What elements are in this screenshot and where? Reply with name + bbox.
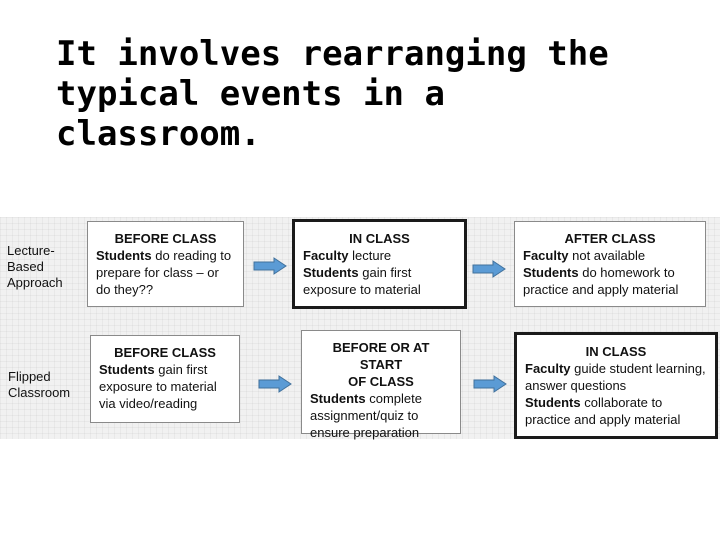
box-line: Faculty guide student learning, bbox=[525, 361, 706, 376]
box-heading: BEFORE CLASS bbox=[114, 345, 216, 360]
box-heading: BEFORE CLASS bbox=[114, 231, 217, 246]
box-heading: OF CLASS bbox=[348, 374, 414, 389]
box-line: Students do reading to bbox=[96, 248, 232, 263]
box-heading: IN CLASS bbox=[349, 231, 410, 246]
title-line: It involves rearranging the bbox=[56, 34, 609, 74]
box-lecture-after-class bbox=[514, 221, 706, 307]
box-flipped-before-or-at-start bbox=[301, 330, 461, 440]
box-line: ensure preparation bbox=[310, 425, 420, 440]
box-line: Faculty not available bbox=[523, 248, 646, 263]
arrow-right-icon bbox=[472, 260, 506, 278]
box-line: assignment/quiz to bbox=[310, 408, 419, 423]
row-label-line: Lecture- bbox=[7, 243, 55, 258]
box-line: Students complete bbox=[310, 391, 422, 406]
box-flipped-before-class bbox=[90, 335, 240, 423]
arrow-right-icon bbox=[258, 375, 292, 393]
box-line: prepare for class – or bbox=[96, 265, 219, 280]
box-line: do they?? bbox=[96, 282, 154, 297]
arrow-right-icon bbox=[253, 257, 287, 275]
box-line: exposure to material bbox=[303, 282, 421, 297]
row-label-line: Approach bbox=[7, 275, 63, 290]
box-lecture-before-class bbox=[87, 221, 244, 307]
title-line: classroom. bbox=[56, 114, 261, 154]
box-flipped-in-class bbox=[514, 332, 718, 439]
box-line: practice and apply material bbox=[523, 282, 679, 297]
flipped-classroom-diagram bbox=[0, 217, 720, 439]
row-label-lecture-based bbox=[7, 243, 63, 291]
box-line: practice and apply material bbox=[525, 412, 681, 427]
box-line: via video/reading bbox=[99, 396, 198, 411]
box-line: Students collaborate to bbox=[525, 395, 663, 410]
row-label-line: Based bbox=[7, 259, 44, 274]
box-line: Students gain first bbox=[303, 265, 412, 280]
row-label-line: Classroom bbox=[8, 385, 71, 400]
box-line: Faculty lecture bbox=[303, 248, 392, 263]
row-label-line: Flipped bbox=[8, 369, 51, 384]
box-lecture-in-class bbox=[292, 219, 467, 309]
title-line: typical events in a bbox=[56, 74, 445, 114]
row-label-flipped-classroom bbox=[8, 369, 70, 401]
box-heading: IN CLASS bbox=[585, 344, 647, 359]
box-line: Students gain first bbox=[99, 362, 208, 377]
box-heading: AFTER CLASS bbox=[564, 231, 656, 246]
arrow-right-icon bbox=[473, 375, 507, 393]
slide-title bbox=[56, 34, 676, 154]
box-line: Students do homework to bbox=[523, 265, 675, 280]
box-line: answer questions bbox=[525, 378, 627, 393]
box-line: exposure to material bbox=[99, 379, 217, 394]
box-heading: BEFORE OR AT START bbox=[332, 340, 430, 372]
